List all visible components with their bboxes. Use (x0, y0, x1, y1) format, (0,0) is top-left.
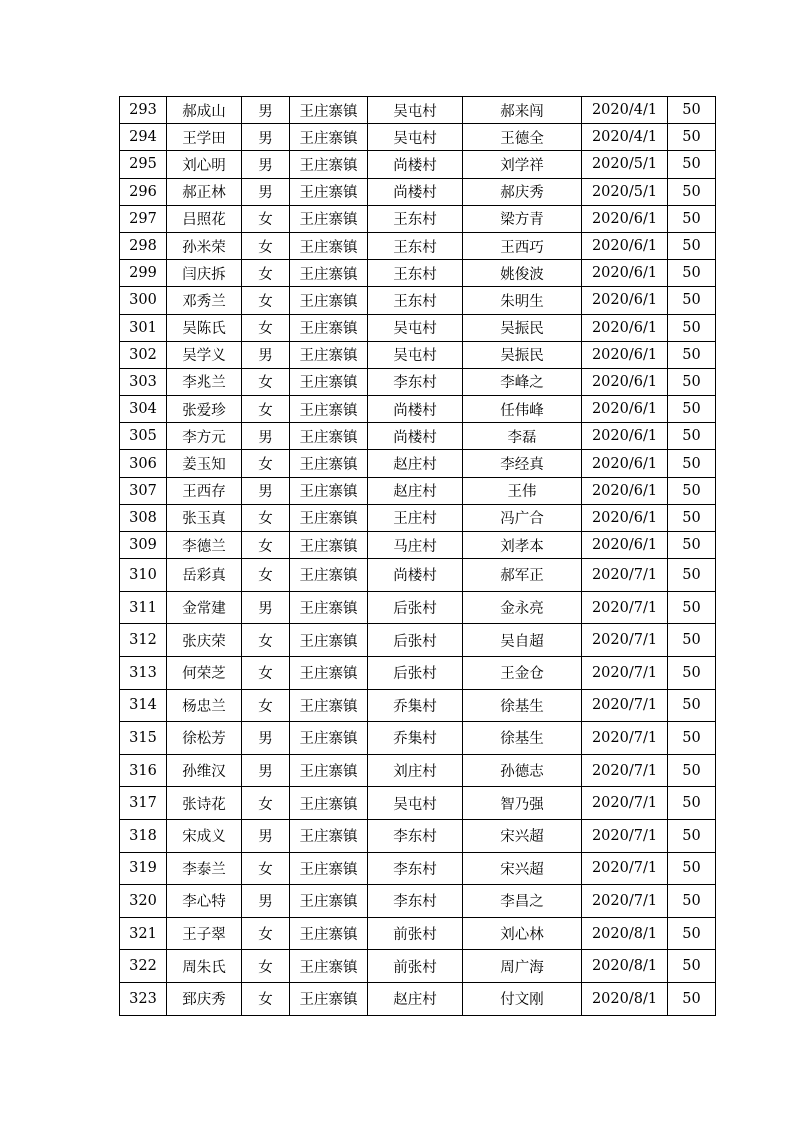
table-row (120, 477, 716, 504)
gender-cell: 女 (242, 689, 290, 722)
row-number-cell: 319 (120, 852, 167, 885)
date-cell: 2020/8/1 (582, 917, 668, 950)
recipient-cell: 刘学祥 (463, 151, 582, 178)
recipient-cell: 梁方青 (463, 205, 582, 232)
town-cell: 王庄寨镇 (290, 396, 368, 423)
town-cell: 王庄寨镇 (290, 232, 368, 259)
name-cell: 宋成义 (167, 819, 242, 852)
date-cell: 2020/6/1 (582, 450, 668, 477)
gender-cell: 女 (242, 232, 290, 259)
date-cell: 2020/8/1 (582, 950, 668, 983)
village-cell: 王庄村 (368, 504, 463, 531)
village-cell: 赵庄村 (368, 477, 463, 504)
gender-cell: 男 (242, 819, 290, 852)
table-row (120, 982, 716, 1015)
amount-cell: 50 (668, 368, 716, 395)
table-row (120, 504, 716, 531)
recipient-cell: 智乃强 (463, 787, 582, 820)
row-number-cell: 318 (120, 819, 167, 852)
town-cell: 王庄寨镇 (290, 532, 368, 559)
row-number-cell: 322 (120, 950, 167, 983)
town-cell: 王庄寨镇 (290, 151, 368, 178)
village-cell: 吴屯村 (368, 124, 463, 151)
village-cell: 王东村 (368, 232, 463, 259)
name-cell: 李德兰 (167, 532, 242, 559)
date-cell: 2020/7/1 (582, 559, 668, 592)
recipient-cell: 李经真 (463, 450, 582, 477)
amount-cell: 50 (668, 287, 716, 314)
town-cell: 王庄寨镇 (290, 314, 368, 341)
amount-cell: 50 (668, 205, 716, 232)
amount-cell: 50 (668, 787, 716, 820)
gender-cell: 女 (242, 532, 290, 559)
date-cell: 2020/6/1 (582, 423, 668, 450)
row-number-cell: 309 (120, 532, 167, 559)
gender-cell: 男 (242, 722, 290, 755)
gender-cell: 女 (242, 950, 290, 983)
date-cell: 2020/7/1 (582, 656, 668, 689)
recipient-cell: 徐基生 (463, 722, 582, 755)
table-row (120, 917, 716, 950)
town-cell: 王庄寨镇 (290, 950, 368, 983)
name-cell: 郅庆秀 (167, 982, 242, 1015)
gender-cell: 女 (242, 314, 290, 341)
town-cell: 王庄寨镇 (290, 852, 368, 885)
name-cell: 何荣芝 (167, 656, 242, 689)
gender-cell: 女 (242, 450, 290, 477)
amount-cell: 50 (668, 178, 716, 205)
table-row (120, 787, 716, 820)
date-cell: 2020/5/1 (582, 151, 668, 178)
recipient-cell: 刘心林 (463, 917, 582, 950)
village-cell: 尚楼村 (368, 423, 463, 450)
town-cell: 王庄寨镇 (290, 423, 368, 450)
row-number-cell: 308 (120, 504, 167, 531)
table-row (120, 689, 716, 722)
row-number-cell: 307 (120, 477, 167, 504)
records-table (119, 96, 716, 1016)
name-cell: 吕照花 (167, 205, 242, 232)
date-cell: 2020/7/1 (582, 819, 668, 852)
row-number-cell: 301 (120, 314, 167, 341)
table-row (120, 819, 716, 852)
amount-cell: 50 (668, 656, 716, 689)
village-cell: 李东村 (368, 852, 463, 885)
recipient-cell: 冯广合 (463, 504, 582, 531)
gender-cell: 男 (242, 754, 290, 787)
date-cell: 2020/7/1 (582, 787, 668, 820)
recipient-cell: 徐基生 (463, 689, 582, 722)
amount-cell: 50 (668, 754, 716, 787)
amount-cell: 50 (668, 504, 716, 531)
amount-cell: 50 (668, 396, 716, 423)
town-cell: 王庄寨镇 (290, 477, 368, 504)
date-cell: 2020/7/1 (582, 624, 668, 657)
date-cell: 2020/7/1 (582, 754, 668, 787)
date-cell: 2020/6/1 (582, 260, 668, 287)
row-number-cell: 293 (120, 97, 167, 124)
town-cell: 王庄寨镇 (290, 205, 368, 232)
row-number-cell: 300 (120, 287, 167, 314)
records-body (120, 97, 716, 1016)
recipient-cell: 付文刚 (463, 982, 582, 1015)
row-number-cell: 294 (120, 124, 167, 151)
village-cell: 乔集村 (368, 689, 463, 722)
recipient-cell: 李峰之 (463, 368, 582, 395)
town-cell: 王庄寨镇 (290, 450, 368, 477)
amount-cell: 50 (668, 341, 716, 368)
gender-cell: 女 (242, 559, 290, 592)
row-number-cell: 323 (120, 982, 167, 1015)
row-number-cell: 315 (120, 722, 167, 755)
table-row (120, 423, 716, 450)
row-number-cell: 310 (120, 559, 167, 592)
gender-cell: 男 (242, 124, 290, 151)
amount-cell: 50 (668, 423, 716, 450)
date-cell: 2020/6/1 (582, 368, 668, 395)
recipient-cell: 周广海 (463, 950, 582, 983)
name-cell: 孙米荣 (167, 232, 242, 259)
name-cell: 李兆兰 (167, 368, 242, 395)
gender-cell: 男 (242, 423, 290, 450)
village-cell: 尚楼村 (368, 396, 463, 423)
village-cell: 李东村 (368, 885, 463, 918)
name-cell: 张爱珍 (167, 396, 242, 423)
amount-cell: 50 (668, 559, 716, 592)
recipient-cell: 孙德志 (463, 754, 582, 787)
recipient-cell: 朱明生 (463, 287, 582, 314)
village-cell: 吴屯村 (368, 341, 463, 368)
amount-cell: 50 (668, 260, 716, 287)
gender-cell: 女 (242, 852, 290, 885)
name-cell: 刘心明 (167, 151, 242, 178)
town-cell: 王庄寨镇 (290, 260, 368, 287)
town-cell: 王庄寨镇 (290, 287, 368, 314)
village-cell: 乔集村 (368, 722, 463, 755)
row-number-cell: 296 (120, 178, 167, 205)
village-cell: 赵庄村 (368, 982, 463, 1015)
table-row (120, 852, 716, 885)
gender-cell: 女 (242, 368, 290, 395)
row-number-cell: 298 (120, 232, 167, 259)
name-cell: 周朱氏 (167, 950, 242, 983)
gender-cell: 女 (242, 624, 290, 657)
village-cell: 刘庄村 (368, 754, 463, 787)
amount-cell: 50 (668, 950, 716, 983)
name-cell: 张庆荣 (167, 624, 242, 657)
recipient-cell: 金永亮 (463, 591, 582, 624)
village-cell: 李东村 (368, 368, 463, 395)
recipient-cell: 宋兴超 (463, 852, 582, 885)
date-cell: 2020/4/1 (582, 124, 668, 151)
row-number-cell: 311 (120, 591, 167, 624)
recipient-cell: 王德全 (463, 124, 582, 151)
town-cell: 王庄寨镇 (290, 124, 368, 151)
name-cell: 李方元 (167, 423, 242, 450)
name-cell: 李泰兰 (167, 852, 242, 885)
name-cell: 徐松芳 (167, 722, 242, 755)
amount-cell: 50 (668, 97, 716, 124)
name-cell: 李心特 (167, 885, 242, 918)
row-number-cell: 302 (120, 341, 167, 368)
village-cell: 王东村 (368, 205, 463, 232)
gender-cell: 女 (242, 787, 290, 820)
gender-cell: 男 (242, 477, 290, 504)
date-cell: 2020/6/1 (582, 477, 668, 504)
table-row (120, 287, 716, 314)
town-cell: 王庄寨镇 (290, 624, 368, 657)
table-row (120, 624, 716, 657)
name-cell: 岳彩真 (167, 559, 242, 592)
town-cell: 王庄寨镇 (290, 341, 368, 368)
table-row (120, 532, 716, 559)
recipient-cell: 任伟峰 (463, 396, 582, 423)
recipient-cell: 郝来闯 (463, 97, 582, 124)
amount-cell: 50 (668, 151, 716, 178)
village-cell: 前张村 (368, 950, 463, 983)
gender-cell: 男 (242, 885, 290, 918)
table-row (120, 178, 716, 205)
gender-cell: 女 (242, 982, 290, 1015)
recipient-cell: 李昌之 (463, 885, 582, 918)
date-cell: 2020/7/1 (582, 885, 668, 918)
name-cell: 吴陈氏 (167, 314, 242, 341)
name-cell: 王子翠 (167, 917, 242, 950)
date-cell: 2020/6/1 (582, 314, 668, 341)
date-cell: 2020/7/1 (582, 722, 668, 755)
date-cell: 2020/7/1 (582, 852, 668, 885)
town-cell: 王庄寨镇 (290, 656, 368, 689)
recipient-cell: 姚俊波 (463, 260, 582, 287)
amount-cell: 50 (668, 819, 716, 852)
recipient-cell: 吴振民 (463, 341, 582, 368)
recipient-cell: 吴振民 (463, 314, 582, 341)
amount-cell: 50 (668, 885, 716, 918)
row-number-cell: 316 (120, 754, 167, 787)
row-number-cell: 320 (120, 885, 167, 918)
date-cell: 2020/6/1 (582, 396, 668, 423)
name-cell: 金常建 (167, 591, 242, 624)
amount-cell: 50 (668, 722, 716, 755)
date-cell: 2020/7/1 (582, 591, 668, 624)
village-cell: 后张村 (368, 656, 463, 689)
date-cell: 2020/7/1 (582, 689, 668, 722)
amount-cell: 50 (668, 477, 716, 504)
table-row (120, 205, 716, 232)
table-row (120, 124, 716, 151)
village-cell: 马庄村 (368, 532, 463, 559)
town-cell: 王庄寨镇 (290, 917, 368, 950)
table-row (120, 722, 716, 755)
amount-cell: 50 (668, 689, 716, 722)
amount-cell: 50 (668, 532, 716, 559)
village-cell: 吴屯村 (368, 314, 463, 341)
amount-cell: 50 (668, 450, 716, 477)
amount-cell: 50 (668, 917, 716, 950)
recipient-cell: 王金仓 (463, 656, 582, 689)
table-row (120, 232, 716, 259)
amount-cell: 50 (668, 591, 716, 624)
village-cell: 尚楼村 (368, 151, 463, 178)
date-cell: 2020/4/1 (582, 97, 668, 124)
town-cell: 王庄寨镇 (290, 178, 368, 205)
town-cell: 王庄寨镇 (290, 754, 368, 787)
recipient-cell: 刘孝本 (463, 532, 582, 559)
gender-cell: 女 (242, 260, 290, 287)
village-cell: 吴屯村 (368, 787, 463, 820)
town-cell: 王庄寨镇 (290, 722, 368, 755)
date-cell: 2020/6/1 (582, 504, 668, 531)
gender-cell: 男 (242, 178, 290, 205)
row-number-cell: 305 (120, 423, 167, 450)
row-number-cell: 297 (120, 205, 167, 232)
name-cell: 郝成山 (167, 97, 242, 124)
village-cell: 尚楼村 (368, 178, 463, 205)
recipient-cell: 郝军正 (463, 559, 582, 592)
name-cell: 邓秀兰 (167, 287, 242, 314)
name-cell: 孙维汉 (167, 754, 242, 787)
table-row (120, 591, 716, 624)
gender-cell: 女 (242, 504, 290, 531)
table-row (120, 396, 716, 423)
row-number-cell: 312 (120, 624, 167, 657)
gender-cell: 男 (242, 591, 290, 624)
town-cell: 王庄寨镇 (290, 689, 368, 722)
village-cell: 尚楼村 (368, 559, 463, 592)
town-cell: 王庄寨镇 (290, 368, 368, 395)
table-row (120, 559, 716, 592)
date-cell: 2020/8/1 (582, 982, 668, 1015)
row-number-cell: 303 (120, 368, 167, 395)
table-row (120, 314, 716, 341)
town-cell: 王庄寨镇 (290, 591, 368, 624)
row-number-cell: 306 (120, 450, 167, 477)
name-cell: 张诗花 (167, 787, 242, 820)
row-number-cell: 313 (120, 656, 167, 689)
table-row (120, 97, 716, 124)
name-cell: 张玉真 (167, 504, 242, 531)
gender-cell: 女 (242, 656, 290, 689)
name-cell: 杨忠兰 (167, 689, 242, 722)
date-cell: 2020/6/1 (582, 205, 668, 232)
amount-cell: 50 (668, 124, 716, 151)
gender-cell: 女 (242, 205, 290, 232)
row-number-cell: 299 (120, 260, 167, 287)
gender-cell: 男 (242, 151, 290, 178)
table-row (120, 656, 716, 689)
village-cell: 后张村 (368, 591, 463, 624)
date-cell: 2020/5/1 (582, 178, 668, 205)
table-row (120, 151, 716, 178)
amount-cell: 50 (668, 232, 716, 259)
name-cell: 姜玉知 (167, 450, 242, 477)
date-cell: 2020/6/1 (582, 341, 668, 368)
amount-cell: 50 (668, 624, 716, 657)
recipient-cell: 郝庆秀 (463, 178, 582, 205)
village-cell: 赵庄村 (368, 450, 463, 477)
town-cell: 王庄寨镇 (290, 885, 368, 918)
gender-cell: 女 (242, 917, 290, 950)
table-row (120, 754, 716, 787)
row-number-cell: 314 (120, 689, 167, 722)
recipient-cell: 李磊 (463, 423, 582, 450)
recipient-cell: 王西巧 (463, 232, 582, 259)
name-cell: 吴学义 (167, 341, 242, 368)
row-number-cell: 317 (120, 787, 167, 820)
recipient-cell: 王伟 (463, 477, 582, 504)
gender-cell: 女 (242, 396, 290, 423)
date-cell: 2020/6/1 (582, 232, 668, 259)
name-cell: 王学田 (167, 124, 242, 151)
amount-cell: 50 (668, 314, 716, 341)
village-cell: 王东村 (368, 260, 463, 287)
table-row (120, 260, 716, 287)
gender-cell: 女 (242, 287, 290, 314)
town-cell: 王庄寨镇 (290, 982, 368, 1015)
row-number-cell: 321 (120, 917, 167, 950)
village-cell: 后张村 (368, 624, 463, 657)
amount-cell: 50 (668, 852, 716, 885)
table-row (120, 368, 716, 395)
village-cell: 李东村 (368, 819, 463, 852)
row-number-cell: 304 (120, 396, 167, 423)
row-number-cell: 295 (120, 151, 167, 178)
name-cell: 郝正林 (167, 178, 242, 205)
date-cell: 2020/6/1 (582, 532, 668, 559)
name-cell: 闫庆拆 (167, 260, 242, 287)
recipient-cell: 吴自超 (463, 624, 582, 657)
village-cell: 前张村 (368, 917, 463, 950)
date-cell: 2020/6/1 (582, 287, 668, 314)
village-cell: 王东村 (368, 287, 463, 314)
table-row (120, 341, 716, 368)
table-row (120, 450, 716, 477)
table-row (120, 885, 716, 918)
gender-cell: 男 (242, 341, 290, 368)
recipient-cell: 宋兴超 (463, 819, 582, 852)
town-cell: 王庄寨镇 (290, 819, 368, 852)
gender-cell: 男 (242, 97, 290, 124)
town-cell: 王庄寨镇 (290, 559, 368, 592)
town-cell: 王庄寨镇 (290, 787, 368, 820)
name-cell: 王西存 (167, 477, 242, 504)
amount-cell: 50 (668, 982, 716, 1015)
town-cell: 王庄寨镇 (290, 97, 368, 124)
table-row (120, 950, 716, 983)
village-cell: 吴屯村 (368, 97, 463, 124)
town-cell: 王庄寨镇 (290, 504, 368, 531)
